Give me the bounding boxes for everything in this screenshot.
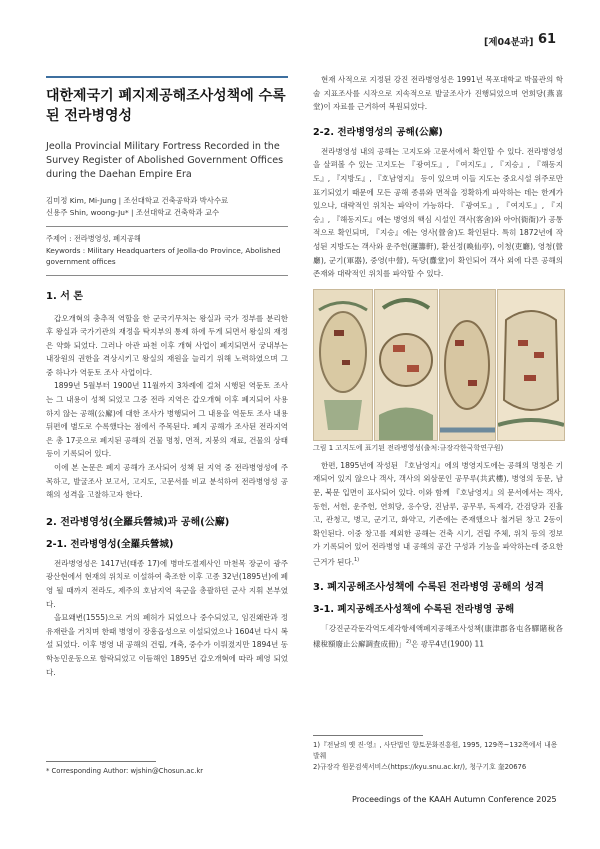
section-heading: 1. 서 론 <box>46 290 84 302</box>
section-tag: [제04분과] <box>484 37 534 48</box>
corresponding-author: * Corresponding Author: wjshin@Chosun.ac.kr <box>46 767 204 775</box>
page-footer: Proceedings of the KAAH Autumn Conference 2025 <box>352 795 557 804</box>
divider <box>46 275 288 276</box>
figure-old-maps <box>313 289 563 439</box>
paragraph: 전라병영성 내의 공해는 고지도와 고문서에서 확인할 수 있다. 전라병영성을 살펴볼 수 있는 고지도는 『광여도』, 『여지도』, 『지승』, 『해동지도』, 『지방도』, 『호남영지』 등이 있으며 이들 지도는 중요시설 위주로만 표기되었기 때문에 모든 공해 종류와 면적을 정확하게 파악하는 데는 한계가 있으나, 대략적인 위치는 파악이 가능하다. 『광여도』, 『여지도』, 『지승』, 『해동지도』에는 병영의 핵심 시설인 객사(客舍)와 아아(衙衙)가 공통적으로 확인되며, 『지승』에는 영사(營舍)도 확인된다. 특히 1872년에 작성된 지방도는 객사와 운주헌(運籌軒), 환선정(喚仙亭), 이청(吏廳), 영청(營廳), 군기(軍器), 중영(中營), 독당(纛堂)이 확인되어 객사 외에 다른 공해의 존재와 대략적인 위치를 파악할 수 있다. <box>313 146 563 279</box>
page-number: 61 <box>538 32 557 47</box>
footnote-ref: 2) <box>405 638 412 645</box>
paragraph: 갑오개혁의 충추적 역할을 한 군국기무처는 왕실과 국가 정부를 분리한 후 왕실과 국가기관의 재정을 탁지부의 통제 하에 두게 되면서 왕실의 재정은 약화 되었다. 그러나 아관 파천 이후 개혁 사업이 폐지되면서 궁내부는 내장원의 권한을 격상시키고 왕실의 재원을 늘리기 위해 노력하였으며 그 중 하나가 역둔토 조사 사업이다. <box>46 313 288 377</box>
old-map-image <box>439 289 496 441</box>
paragraph-text: 「강진군각둔각역도세각항세액폐지공해조사성책(康津郡各屯各驛賭稅各樣稅額廢止公廨調査成冊)」 <box>313 623 563 649</box>
paper-title-english: Jeolla Provincial Military Fortress Recorded in the Survey Register of Abolished Government Offices during the Daehan Empire Era <box>46 141 284 180</box>
keywords-english: Keywords : Military Headquarters of Jeolla-do Province, Abolished government offices <box>46 245 281 266</box>
paragraph: 을묘왜변(1555)으로 거의 폐허가 되었으나 중수되었고, 임진왜란과 정유재란을 거치며 한때 병영이 장흥읍성으로 이설되었으나 1604년 다시 복설 되었다. 이후 병영 내 공해의 건립, 개축, 중수가 이뤄졌지만 1894년 동학농민운동으로 함락되었고 이듬해인 1895년 갑오개혁에 따라 폐영 되었다. <box>46 613 288 677</box>
footnote: 2)규장각 원문검색서비스(https://kyu.snu.ac.kr/), 청구기호 奎20676 <box>313 763 527 771</box>
footnotes <box>313 735 563 773</box>
paragraph: 1899년 5월부터 1900년 11월까지 3차례에 걸쳐 시행된 역둔토 조사는 그 내용이 성책 되었고 그중 전라 지역은 갑오개혁 이후 폐지되어 사용하지 않는 공해(公廨)에 대한 조사가 병행되어 그 내용을 역둔토 조사 내용 뒤편에 별도로 수록했다는 점에서 주목된다. 폐지 공해가 조사된 전라지역은 총 17곳으로 폐지된 공해의 건물 명칭, 면적, 지붕의 재료, 건물의 상태 등이 기록되어 있다. <box>46 381 288 459</box>
subsection-heading: 2-2. 전라병영성의 공해(公廨) <box>313 126 443 138</box>
keywords-korean: 주제어 : 전라병영성, 폐지공해 <box>46 234 141 243</box>
paragraph <box>313 459 563 569</box>
old-map-image <box>497 289 565 441</box>
author-line: 김미정 Kim, Mi-Jung | 조선대학교 건축공학과 박사수료 <box>46 196 229 205</box>
corresponding-author-note <box>46 761 288 777</box>
paragraph: 이에 본 논문은 폐지 공해가 조사되어 성책 된 지역 중 전라병영성에 주목하고, 발굴조사 보고서, 고지도, 고문서를 비교 분석하여 전라병영성 공해의 성격을 고찰하고자 한다. <box>46 463 288 500</box>
paragraph-text: 은 광무4년(1900) 11 <box>411 639 485 649</box>
footnote-rule <box>46 761 156 762</box>
title-rule <box>46 76 288 78</box>
author-line: 신용주 Shin, woong-Ju* | 조선대학교 건축학과 교수 <box>46 208 220 217</box>
footnote: 1)『전남의 옛 진·영』, 사단법인 향토문화진흥원, 1995, 129쪽~132쪽에서 내용 발췌 <box>313 741 558 760</box>
left-column <box>46 76 288 679</box>
subsection-heading: 2-1. 전라병영성(全羅兵營城) <box>46 538 174 550</box>
section-heading: 2. 전라병영성(全羅兵營城)과 공해(公廨) <box>46 516 230 528</box>
subsection-heading: 3-1. 폐지공해조사성책에 수록된 전라병영 공해 <box>313 603 515 615</box>
old-map-image <box>374 289 438 441</box>
section-heading: 3. 폐지공해조사성책에 수록된 전라병영 공해의 성격 <box>313 581 545 593</box>
paper-title-korean: 대한제국기 폐지제공해조사성책에 수록된 전라병영성 <box>46 88 286 124</box>
paragraph-text: 한편, 1895년에 작성된 『호남영지』에의 병영지도에는 공해의 명칭은 기재되어 있지 않으나 객사, 객사의 외삼문인 공무루(共武樓), 병영의 동문, 남문, 북문 입면이 표사되어 있다. 이와 함께 『호남영지』의 문서에서는 객사, 동헌, 서헌, 운주헌, 연희당, 응수당, 진남루, 공무루, 독제각, 간검당과 진휼고, 관청고, 병고, 군기고, 화약고, 기존에는 존재했으나 철거된 창고 2동이 확인된다. 이중 창고를 제외한 공해는 건축 시기, 건립 주체, 위치 등의 정보가 기록되어 있어 전라병영 내 공해의 공간 구성과 기능을 파악하는데 중요한 근거가 된다. <box>313 460 563 567</box>
footnote-rule <box>313 735 423 736</box>
paragraph: 전라병영성은 1417년(태종 17)에 병마도절제사인 마천목 장군이 광주 광산현에서 현재의 위치로 이설하여 축조한 이후 고종 32년(1895년)에 폐영 될 때까지 전라도, 제주의 호남지역 육군을 총괄하던 군사 지휘 본부였다. <box>46 558 288 609</box>
right-column <box>313 73 563 651</box>
divider <box>46 226 288 227</box>
paragraph <box>313 622 563 651</box>
old-map-image <box>313 289 373 441</box>
figure-caption: 그림 1 고지도에 표기된 전라병영성(출처:규장각한국학연구원) <box>313 443 504 452</box>
paragraph: 현재 사적으로 지정된 강진 전라병영성은 1991년 목포대학교 박물관의 학술 지표조사를 시작으로 지속적으로 발굴조사가 진행되었으며 연희당(燕喜堂)이 자료를 근거하여 복원되었다. <box>313 75 563 112</box>
footnote-ref: 1) <box>354 556 360 563</box>
